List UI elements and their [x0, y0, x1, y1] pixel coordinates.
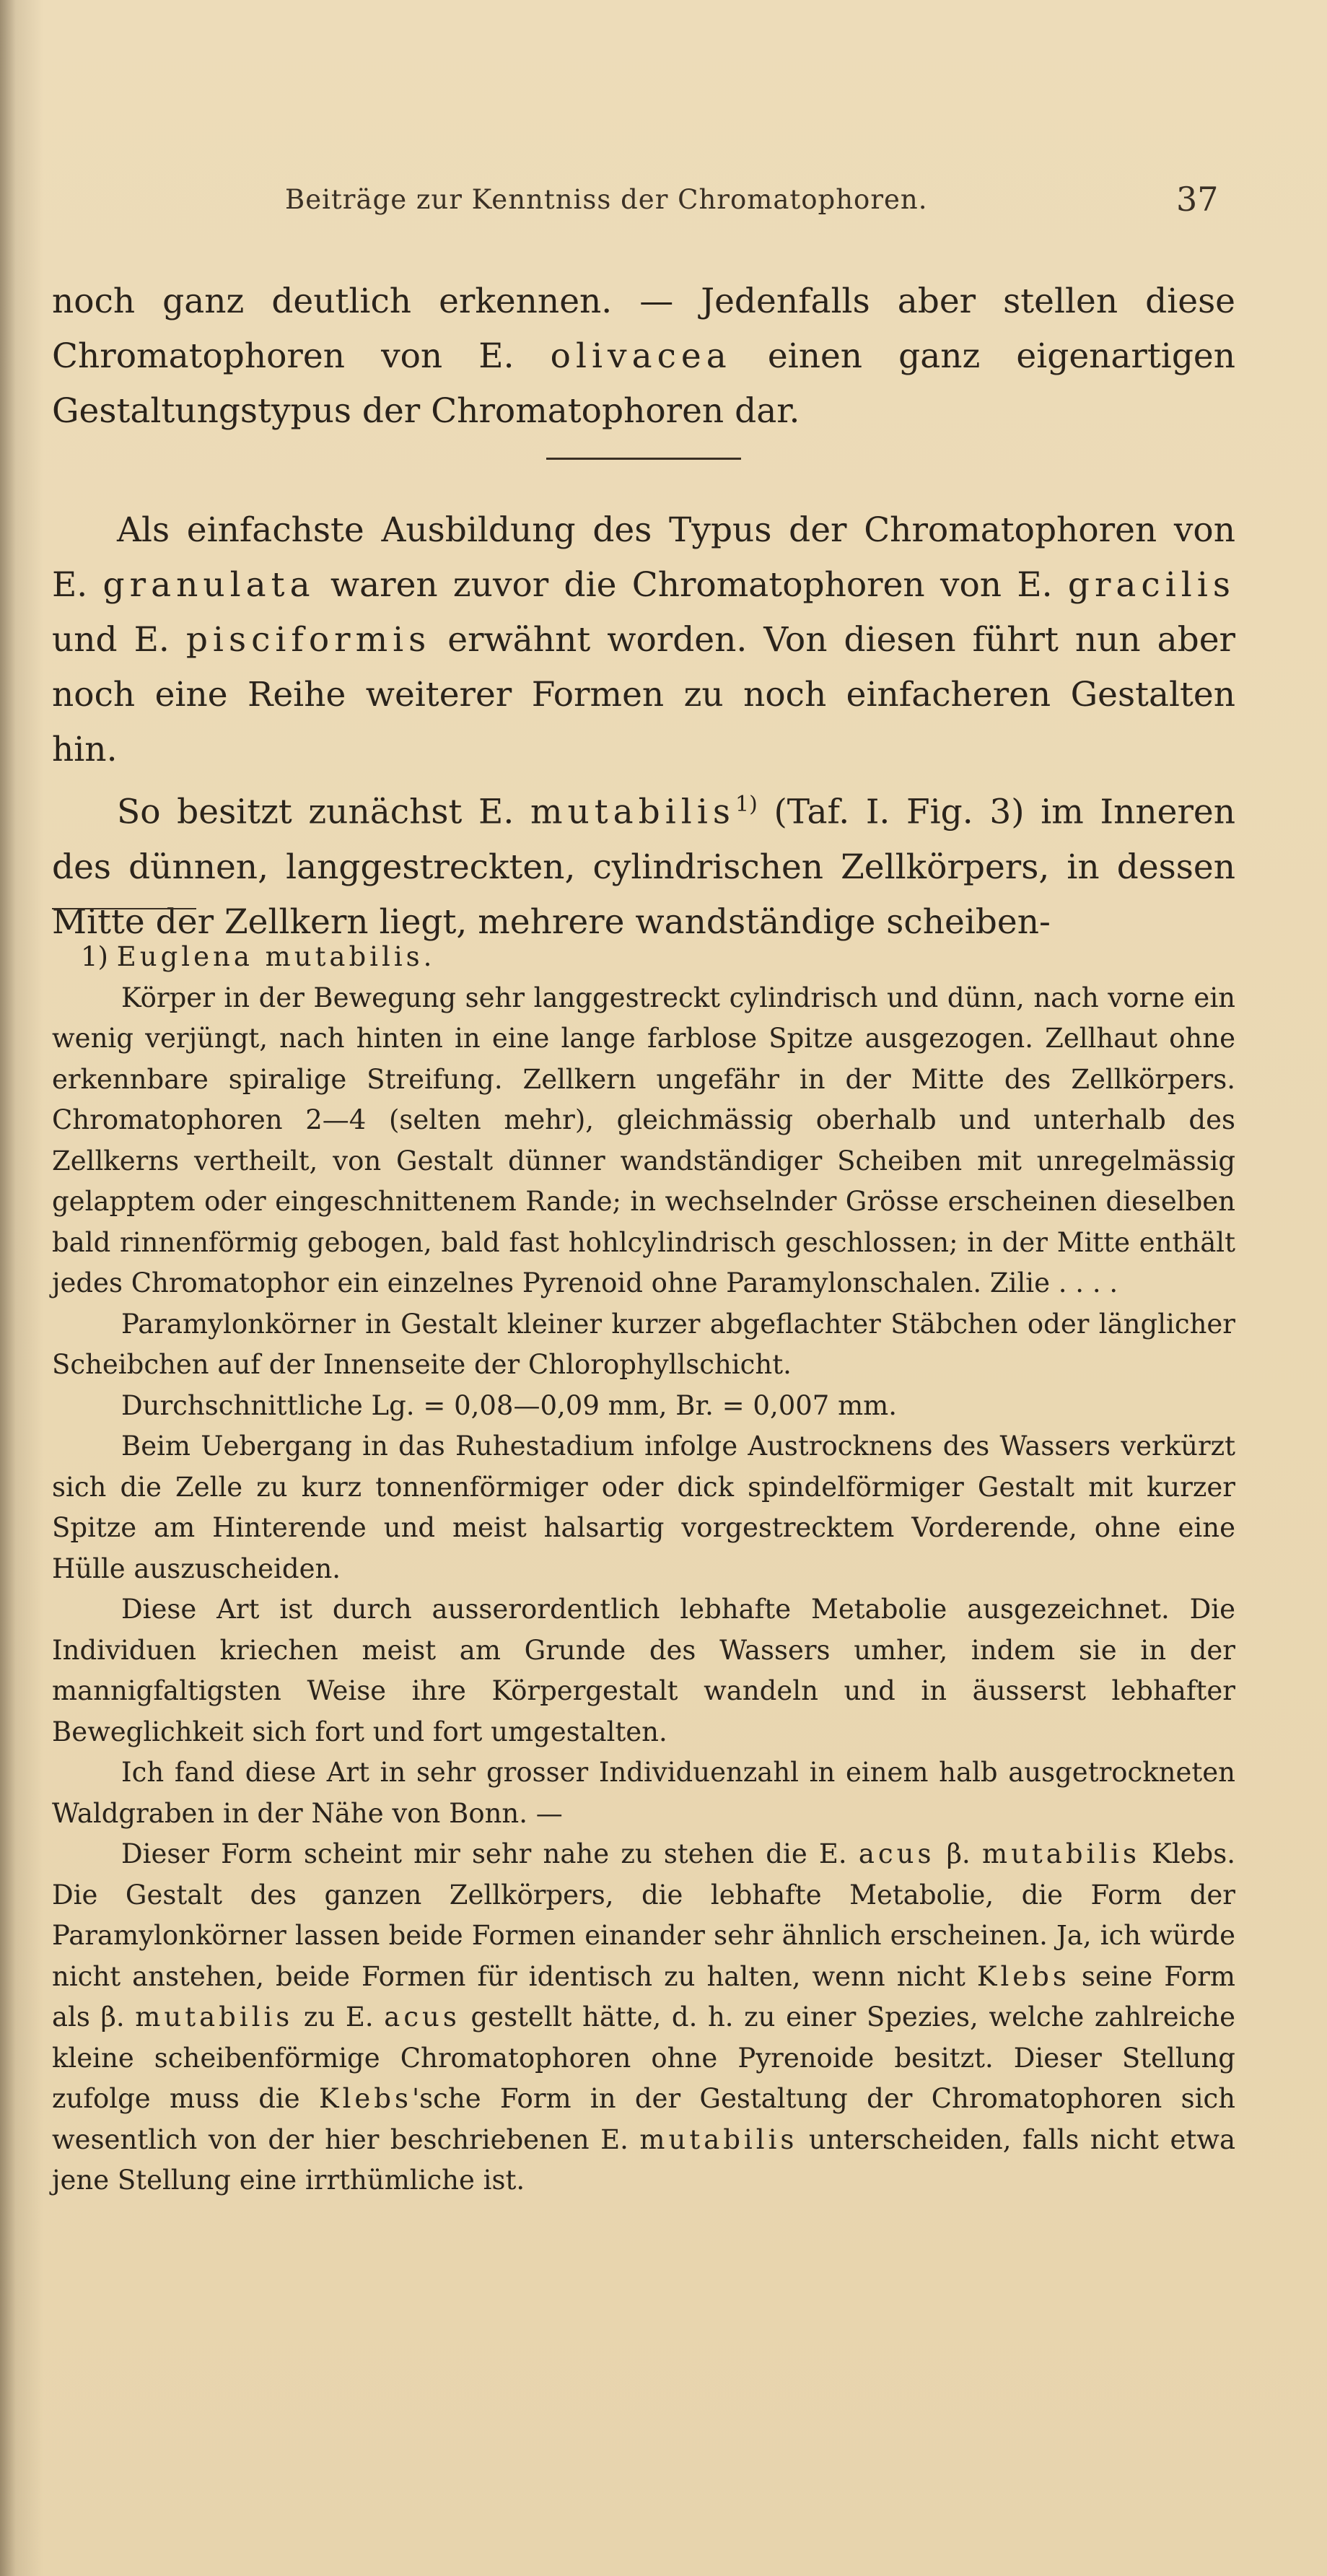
species-name: acus [384, 2001, 460, 2033]
species-name: mutabilis [135, 2001, 294, 2033]
author-name: Klebs [976, 1960, 1070, 1992]
paragraph-2: Als einfachste Ausbildung des Typus der Chromatophoren von E. granulata waren zuvor die Chromatophoren von E. gracilis und E. pisciformis erwähnt worden. Von diesen führt nun aber noch eine Reihe weiterer Formen zu noch einfacheren Gestalten hin. [52, 510, 1235, 769]
species-name: gracilis [1067, 565, 1235, 605]
paragraph-1: noch ganz deutlich erkennen. — Jedenfalls aber stellen diese Chromatophoren von E. olivacea einen ganz eigenartigen Gestaltungstypus der Chromatophoren dar. [52, 281, 1235, 431]
running-title: Beiträge zur Kenntniss der Chromatophoren. [285, 184, 928, 215]
species-name: granulata [102, 565, 315, 605]
footnote-heading: 1) Euglena mutabilis. [81, 941, 436, 972]
species-name: mutabilis [639, 2123, 798, 2155]
footnotes [52, 937, 1235, 2201]
footnote-paragraph: Durchschnittliche Lg. = 0,08—0,09 mm, Br. = 0,007 mm. [121, 1389, 898, 1421]
species-name: mutabilis [530, 792, 735, 832]
species-name: mutabilis [981, 1838, 1140, 1869]
species-name: acus [858, 1838, 935, 1869]
species-name: Euglena mutabilis. [116, 941, 436, 972]
footnote-paragraph: Dieser Form scheint mir sehr nahe zu stehen die E. acus β. mutabilis Klebs. Die Gestalt des ganzen Zellkörpers, die lebhafte Metabolie, die Form der Paramylonkörner lassen beide Formen einander sehr ähnlich erscheinen. Ja, ich würde nicht anstehen, beide Formen für identisch zu halten, wenn nicht Klebs seine Form als β. mutabilis zu E. acus gestellt hätte, d. h. zu einer Spezies, welche zahlreiche kleine scheibenförmige Chromatophoren ohne Pyrenoide besitzt. Dieser Stellung zufolge muss die Klebs'sche Form in der Gestaltung der Chromatophoren sich wesentlich von der hier beschriebenen E. mutabilis unterscheiden, falls nicht etwa jene Stellung eine irrthümliche ist. [52, 1838, 1236, 2196]
footnote-paragraph: Beim Uebergang in das Ruhestadium infolge Austrocknens des Wassers verkürzt sich die Zelle zu kurz tonnenförmiger oder dick spindelförmiger Gestalt mit kurzer Spitze am Hinterende und meist halsartig vorgestrecktem Vorderende, ohne eine Hülle auszuscheiden. [52, 1431, 1235, 1584]
species-name: olivacea [550, 336, 732, 376]
footnote-paragraph: Diese Art ist durch ausserordentlich lebhafte Metabolie ausgezeichnet. Die Individuen kriechen meist am Grunde des Wassers umher, indem sie in der mannigfaltigsten Weise ihre Körpergestalt wandeln und in äusserst lebhafter Beweglichkeit sich fort und fort umgestalten. [52, 1594, 1235, 1747]
footnote-paragraph: Körper in der Bewegung sehr langgestreckt cylindrisch und dünn, nach vorne ein wenig verjüngt, nach hinten in eine lange farblose Spitze ausgezogen. Zellhaut ohne erkennbare spiralige Streifung. Zellkern ungefähr in der Mitte des Zellkörpers. Chromatophoren 2—4 (selten mehr), gleichmässig oberhalb und unterhalb des Zellkerns vertheilt, von Gestalt dünner wandständiger Scheiben mit unregelmässig gelapptem oder eingeschnittenem Rande; in wechselnder Grösse erscheinen dieselben bald rinnenförmig gebogen, bald fast hohlcylindrisch geschlossen; in der Mitte enthält jedes Chromatophor ein einzelnes Pyrenoid ohne Paramylonschalen. Zilie . . . . [52, 982, 1235, 1298]
footnote-paragraph: Ich fand diese Art in sehr grosser Individuenzahl in einem halb ausgetrockneten Waldgraben in der Nähe von Bonn. — [52, 1757, 1235, 1829]
footnote-paragraph: Paramylonkörner in Gestalt kleiner kurzer abgeflachter Stäbchen oder länglicher Scheibchen auf der Innenseite der Chlorophyllschicht. [52, 1308, 1235, 1380]
paragraph-3: So besitzt zunächst E. mutabilis$^{1)}$ (Taf. I. Fig. 3) im Inneren des dünnen, langgestreckten, cylindrischen Zellkörpers, in dessen Mitte der Zellkern liegt, mehrere wandständige scheiben- [52, 792, 1236, 942]
section-divider [546, 458, 741, 460]
author-name: Klebs [318, 2083, 412, 2114]
species-name: pisciformis [185, 620, 432, 660]
footnote-marker[interactable]: 1) [735, 792, 758, 817]
page-header [0, 180, 1327, 227]
footnote-rule [52, 908, 196, 909]
page-number: 37 [1176, 180, 1219, 219]
main-text [52, 274, 1235, 950]
